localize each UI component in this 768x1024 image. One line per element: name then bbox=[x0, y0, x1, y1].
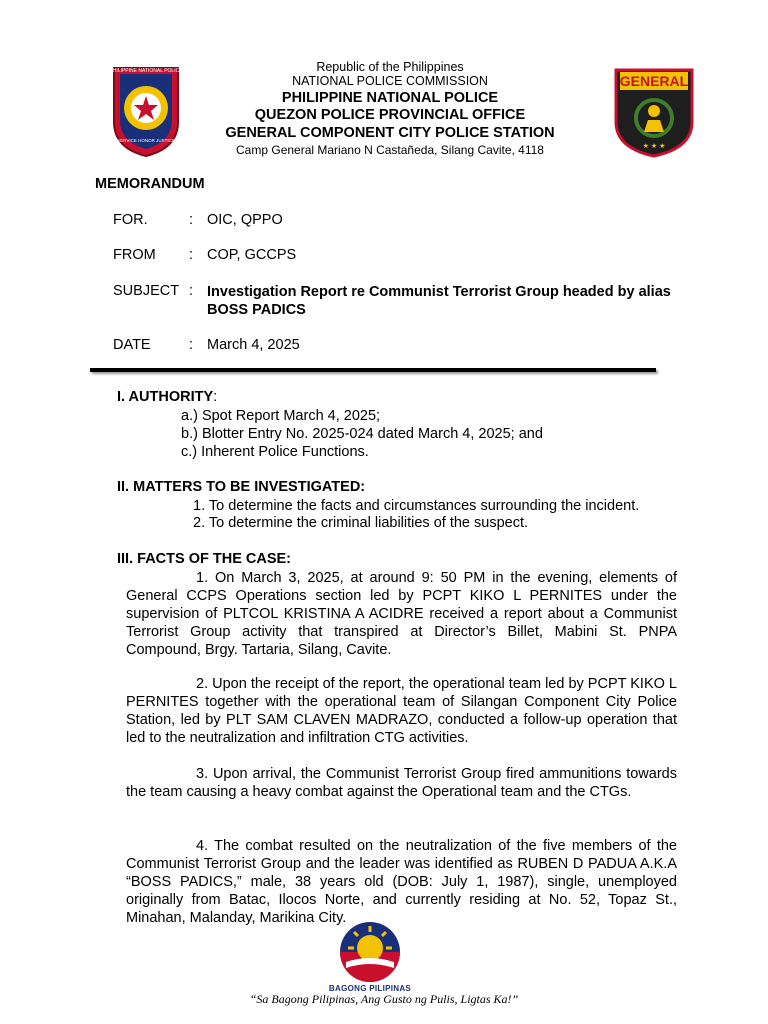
authority-item: a.) Spot Report March 4, 2025; bbox=[181, 408, 381, 424]
matters-item: 1. To determine the facts and circumstances surrounding the incident. bbox=[193, 498, 640, 514]
authority-item: b.) Blotter Entry No. 2025-024 dated March 4, 2025; and bbox=[181, 426, 543, 442]
for-label: FOR. bbox=[113, 212, 148, 228]
authority-heading bbox=[117, 389, 217, 405]
from-colon: : bbox=[189, 247, 194, 263]
date-label: DATE bbox=[113, 337, 151, 353]
authority-colon: : bbox=[213, 389, 218, 405]
general-station-badge bbox=[612, 66, 696, 158]
subject-label: SUBJECT bbox=[113, 283, 180, 299]
header-republic: Republic of the Philippines bbox=[316, 60, 464, 74]
header-pnp: PHILIPPINE NATIONAL POLICE bbox=[281, 90, 499, 106]
footer-quote: “Sa Bagong Pilipinas, Ang Gusto ng Pulis, Ligtas Ka!” bbox=[249, 992, 519, 1006]
authority-title: I. AUTHORITY bbox=[117, 389, 214, 405]
header-napolcom: NATIONAL POLICE COMMISSION bbox=[292, 74, 488, 88]
for-colon: : bbox=[189, 212, 194, 228]
facts-paragraph-1: 1. On March 3, 2025, at around 9: 50 PM in the evening, elements of General CCPS Operations section led by PCPT KIKO L PERNITES under the supervision of PLTCOL KRISTINA A ACIDRE received a report about a Communist Terrorist Group activity that transpired at Director’s Billet, Mabini St. PNPA Compound, Brgy. Tartaria, Silang, Cavite. bbox=[126, 570, 677, 658]
date-value: March 4, 2025 bbox=[207, 337, 300, 353]
memo-title: MEMORANDUM bbox=[95, 176, 205, 192]
date-colon: : bbox=[189, 337, 194, 353]
pnp-logo-text: PHILIPPINE NATIONAL POLICE bbox=[109, 68, 183, 74]
facts-paragraph-4: 4. The combat resulted on the neutralization of the five members of the Communist Terrorist Group and the leader was identified as RUBEN D PADUA A.K.A “BOSS PADICS,” male, 38 years old (DOB: July 1, 1987), single, unemployed originally from Batac, Ilocos Norte, and currently residing at No. 52, Topaz St., Minahan, Malanday, Marikina City. bbox=[126, 838, 677, 926]
from-label: FROM bbox=[113, 247, 156, 263]
matters-heading: II. MATTERS TO BE INVESTIGATED: bbox=[117, 479, 366, 495]
subject-colon: : bbox=[189, 283, 194, 299]
bagong-pilipinas-logo bbox=[334, 918, 406, 984]
badge-text: GENERAL bbox=[619, 73, 689, 89]
header-station: GENERAL COMPONENT CITY POLICE STATION bbox=[225, 125, 555, 141]
facts-heading: III. FACTS OF THE CASE: bbox=[117, 551, 292, 567]
header-divider bbox=[90, 368, 656, 372]
from-value: COP, GCCPS bbox=[207, 247, 297, 263]
header-address: Camp General Mariano N Castañeda, Silang Cavite, 4118 bbox=[236, 143, 544, 157]
pnp-logo-motto: SERVICE HONOR JUSTICE bbox=[117, 138, 175, 143]
bagong-pilipinas-label: BAGONG PILIPINAS bbox=[328, 984, 412, 993]
facts-paragraph-3: 3. Upon arrival, the Communist Terrorist Group fired ammunitions towards the team causing a heavy combat against the Operational team and the CTGs. bbox=[126, 766, 677, 800]
matters-item: 2. To determine the criminal liabilities of the suspect. bbox=[193, 515, 529, 531]
subject-value: Investigation Report re Communist Terrorist Group headed by alias BOSS PADICS bbox=[207, 284, 671, 318]
for-value: OIC, QPPO bbox=[207, 212, 283, 228]
badge-stars-icon: ★ ★ ★ bbox=[642, 143, 666, 150]
header-qppo: QUEZON POLICE PROVINCIAL OFFICE bbox=[254, 107, 526, 123]
facts-paragraph-2: 2. Upon the receipt of the report, the operational team led by PCPT KIKO L PERNITES together with the operational team of Silangan Component City Police Station, led by PLT SAM CLAVEN MADRAZO, conducted a follow-up operation that led to the neutralization and infiltration CTG activities. bbox=[126, 676, 677, 746]
pnp-logo bbox=[108, 62, 184, 158]
authority-item: c.) Inherent Police Functions. bbox=[181, 444, 369, 460]
